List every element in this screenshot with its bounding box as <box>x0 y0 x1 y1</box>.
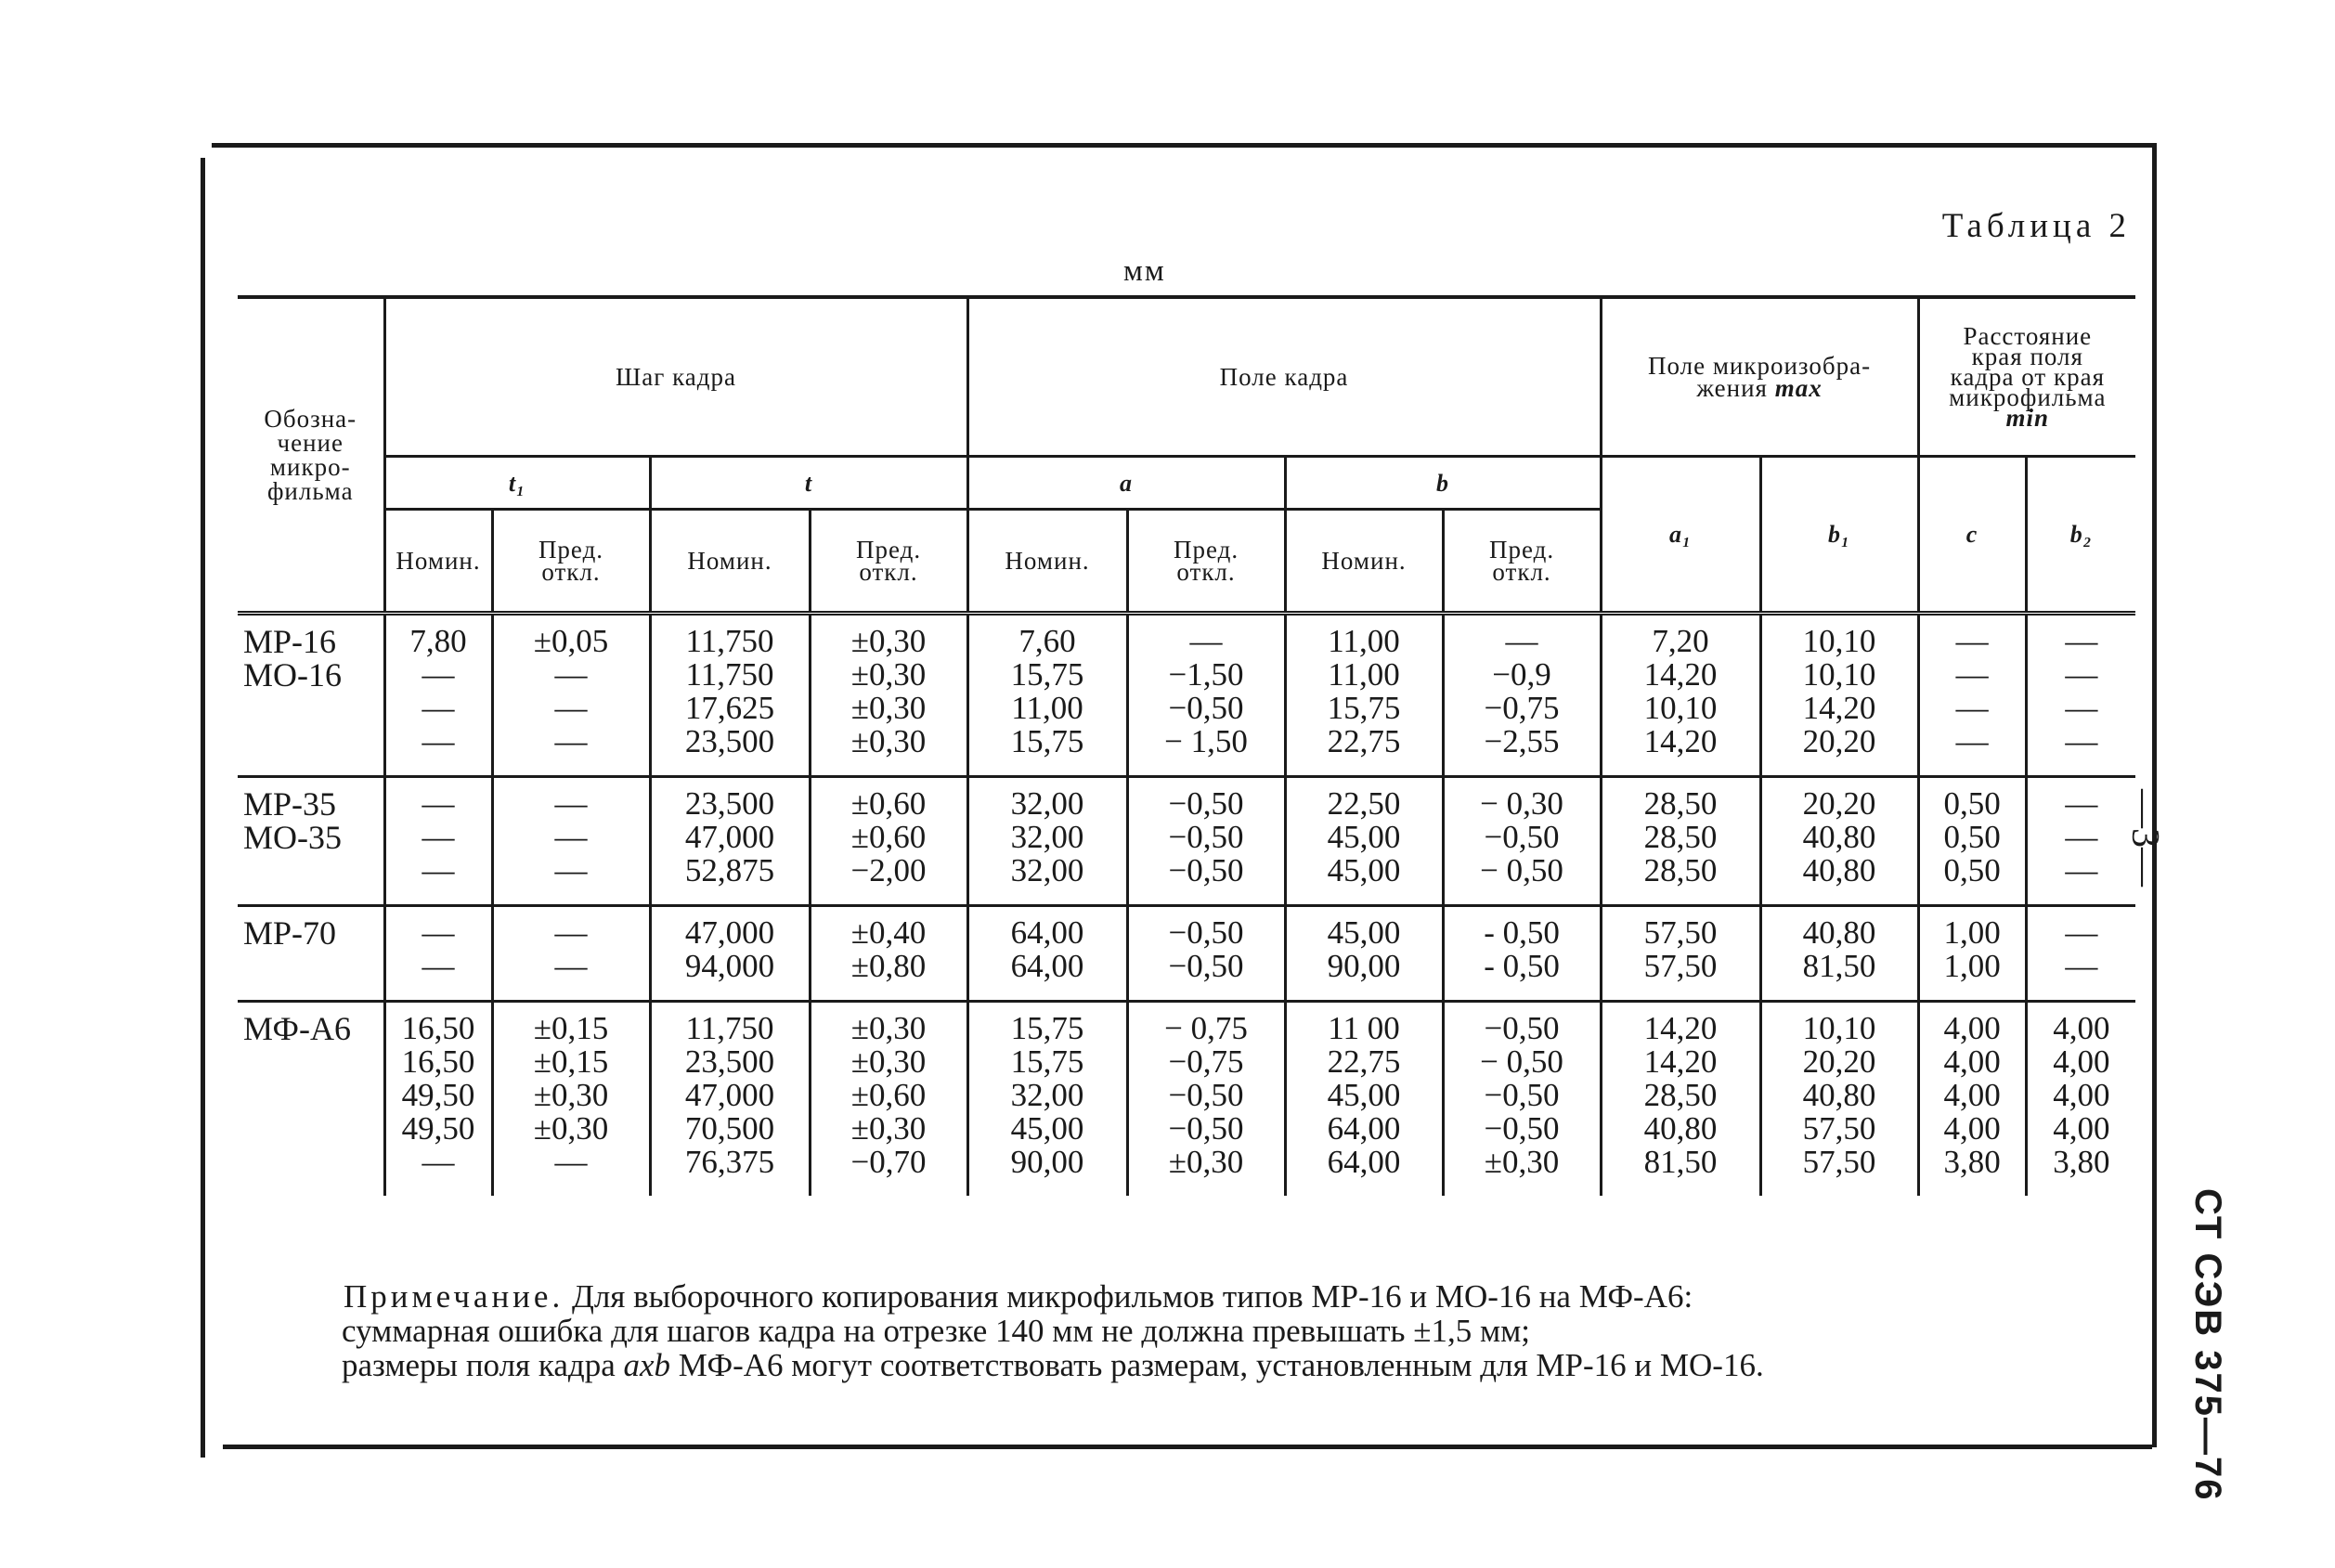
designation-cell <box>238 906 384 1002</box>
value-cell <box>1601 906 1760 1002</box>
value-cell <box>650 614 810 777</box>
cell-value: — <box>2065 785 2098 822</box>
cell-value: − 1,50 <box>1164 723 1248 759</box>
cell-value: 57,50 <box>1802 1144 1876 1180</box>
table-row-group <box>238 906 2135 1002</box>
cell-value: − 0,50 <box>1480 1043 1563 1080</box>
cell-value: −0,70 <box>850 1144 927 1180</box>
cell-value: ±0,30 <box>850 1110 927 1147</box>
cell-value: 1,00 <box>1943 914 2001 951</box>
header-b: b <box>1285 457 1601 510</box>
cell-value: 57,50 <box>1643 948 1718 984</box>
cell-value: 76,375 <box>684 1144 775 1180</box>
cell-value: 4,00 <box>2053 1043 2110 1080</box>
cell-value: 0,50 <box>1943 852 2001 888</box>
cell-value: 23,500 <box>684 723 775 759</box>
cell-value: — <box>422 948 455 984</box>
cell-value: −0,50 <box>1168 852 1244 888</box>
designation-label: МР-70 <box>243 914 337 952</box>
cell-value: −0,50 <box>1168 785 1244 822</box>
cell-value: ±0,15 <box>533 1043 609 1080</box>
spec-table <box>238 295 2135 1196</box>
cell-value: 14,20 <box>1643 1043 1718 1080</box>
cell-value: — <box>2065 819 2098 855</box>
cell-value: ±0,30 <box>850 623 927 659</box>
cell-value: 1,00 <box>1943 948 2001 984</box>
value-cell <box>1443 777 1601 906</box>
cell-value: 16,50 <box>401 1010 475 1046</box>
cell-value: 11,750 <box>685 656 774 693</box>
cell-value: ±0,60 <box>850 1077 927 1113</box>
value-cell <box>967 1002 1127 1197</box>
cell-value: 81,50 <box>1802 948 1876 984</box>
value-cell <box>650 906 810 1002</box>
frame-bottom-rule <box>223 1445 2152 1449</box>
cell-value: 32,00 <box>1010 785 1084 822</box>
value-cell <box>1285 614 1443 777</box>
page-number: —3— <box>2123 789 2166 887</box>
value-cell <box>650 777 810 906</box>
cell-value: 45,00 <box>1327 852 1401 888</box>
value-cell <box>492 614 650 777</box>
cell-value: — <box>554 690 588 726</box>
cell-value: 22,50 <box>1327 785 1401 822</box>
value-cell <box>492 906 650 1002</box>
cell-value: ±0,05 <box>533 623 609 659</box>
value-cell <box>1760 1002 1918 1197</box>
cell-value: 4,00 <box>1943 1043 2001 1080</box>
cell-value: 4,00 <box>2053 1110 2110 1147</box>
cell-value: 64,00 <box>1010 948 1084 984</box>
value-cell <box>1127 614 1285 777</box>
value-cell <box>384 1002 492 1197</box>
cell-value: 90,00 <box>1327 948 1401 984</box>
cell-value: - 0,50 <box>1484 948 1560 984</box>
cell-value: 11,00 <box>1011 690 1083 726</box>
cell-value: 11,750 <box>685 623 774 659</box>
header-b2: b₂ <box>2026 457 2135 614</box>
value-cell <box>967 614 1127 777</box>
value-cell <box>1601 1002 1760 1197</box>
cell-value: 7,80 <box>409 623 467 659</box>
cell-value: 20,20 <box>1802 1043 1876 1080</box>
value-cell <box>1443 1002 1601 1197</box>
cell-value: −0,9 <box>1492 656 1551 693</box>
table-caption: Таблица 2 <box>1941 207 2131 245</box>
value-cell <box>492 777 650 906</box>
cell-value: 28,50 <box>1643 1077 1718 1113</box>
cell-value: 15,75 <box>1327 690 1401 726</box>
designation-cell <box>238 614 384 777</box>
cell-value: −0,75 <box>1168 1043 1244 1080</box>
value-cell <box>384 906 492 1002</box>
cell-value: 94,000 <box>684 948 775 984</box>
cell-value: 14,20 <box>1643 1010 1718 1046</box>
cell-value: −2,00 <box>850 852 927 888</box>
value-cell <box>1285 1002 1443 1197</box>
cell-value: −0,50 <box>1484 1010 1560 1046</box>
header-nom: Номин. <box>650 510 810 614</box>
cell-value: - 0,50 <box>1484 914 1560 951</box>
cell-value: 57,50 <box>1802 1110 1876 1147</box>
cell-value: ±0,30 <box>533 1110 609 1147</box>
cell-value: 40,80 <box>1802 819 1876 855</box>
header-t1: t₁ <box>384 457 650 510</box>
cell-value: 52,875 <box>684 852 775 888</box>
cell-value: 10,10 <box>1643 690 1718 726</box>
designation-cell <box>238 777 384 906</box>
cell-value: — <box>422 656 455 693</box>
note-line-1: Для выборочного копирования микрофильмов типов МР-16 и МО-16 на МФ-А6: <box>571 1278 1693 1315</box>
cell-value: — <box>554 948 588 984</box>
cell-value: ±0,80 <box>850 948 927 984</box>
cell-value: 3,80 <box>2053 1144 2110 1180</box>
cell-value: 16,50 <box>401 1043 475 1080</box>
cell-value: 14,20 <box>1643 723 1718 759</box>
cell-value: 28,50 <box>1643 852 1718 888</box>
cell-value: — <box>554 656 588 693</box>
cell-value: 11 00 <box>1328 1010 1400 1046</box>
cell-value: — <box>1955 656 1989 693</box>
cell-value: 11,750 <box>685 1010 774 1046</box>
cell-value: ±0,40 <box>850 914 927 951</box>
cell-value: −0,50 <box>1168 1077 1244 1113</box>
cell-value: − 0,30 <box>1480 785 1563 822</box>
cell-value: — <box>422 785 455 822</box>
cell-value: ±0,60 <box>850 819 927 855</box>
header-micro-field: Поле микроизобра- жения max <box>1601 297 1918 457</box>
cell-value: 3,80 <box>1943 1144 2001 1180</box>
cell-value: — <box>1955 723 1989 759</box>
cell-value: — <box>554 914 588 951</box>
cell-value: — <box>2065 948 2098 984</box>
cell-value: 57,50 <box>1643 914 1718 951</box>
value-cell <box>1601 614 1760 777</box>
cell-value: 0,50 <box>1943 819 2001 855</box>
header-dev: Пред. откл. <box>1127 510 1285 614</box>
note-lead: Примечание. <box>344 1278 564 1315</box>
cell-value: ±0,30 <box>850 1010 927 1046</box>
cell-value: 81,50 <box>1643 1144 1718 1180</box>
cell-value: 20,20 <box>1802 723 1876 759</box>
designation-label: МО-35 <box>243 819 342 856</box>
header-frame-pitch: Шаг кадра <box>384 297 967 457</box>
header-a1: a₁ <box>1601 457 1760 614</box>
value-cell <box>967 777 1127 906</box>
cell-value: — <box>554 819 588 855</box>
cell-value: 22,75 <box>1327 1043 1401 1080</box>
cell-value: — <box>422 723 455 759</box>
cell-value: — <box>422 1144 455 1180</box>
table-row-group <box>238 777 2135 906</box>
note-line-2: суммарная ошибка для шагов кадра на отрезке 140 мм не должна превышать ±1,5 мм; <box>342 1313 1530 1349</box>
standard-code: СТ СЭВ 375—76 <box>2187 1188 2228 1502</box>
cell-value: 15,75 <box>1010 723 1084 759</box>
cell-value: ±0,60 <box>850 785 927 822</box>
header-dev: Пред. откл. <box>492 510 650 614</box>
cell-value: — <box>1505 623 1538 659</box>
value-cell <box>1443 906 1601 1002</box>
cell-value: 10,10 <box>1802 1010 1876 1046</box>
value-cell <box>1918 614 2026 777</box>
cell-value: 32,00 <box>1010 852 1084 888</box>
cell-value: — <box>2065 690 2098 726</box>
cell-value: — <box>554 1144 588 1180</box>
cell-value: 32,00 <box>1010 819 1084 855</box>
cell-value: −0,75 <box>1484 690 1560 726</box>
note-line-3b: МФ-А6 могут соответствовать размерам, установленным для МР-16 и МО-16. <box>678 1347 1764 1383</box>
cell-value: — <box>422 690 455 726</box>
cell-value: 17,625 <box>684 690 775 726</box>
cell-value: 10,10 <box>1802 623 1876 659</box>
value-cell <box>810 614 967 777</box>
cell-value: 15,75 <box>1010 656 1084 693</box>
value-cell <box>2026 906 2135 1002</box>
cell-value: 0,50 <box>1943 785 2001 822</box>
value-cell <box>1127 906 1285 1002</box>
value-cell <box>1918 1002 2026 1197</box>
header-designation: Обозна- чение микро- фильма <box>238 297 384 614</box>
cell-value: — <box>554 785 588 822</box>
cell-value: 28,50 <box>1643 819 1718 855</box>
designation-label: МФ-А6 <box>243 1010 351 1047</box>
cell-value: −0,50 <box>1168 914 1244 951</box>
header-t: t <box>650 457 967 510</box>
cell-value: 4,00 <box>2053 1010 2110 1046</box>
cell-value: ±0,30 <box>1484 1144 1560 1180</box>
frame-top-rule <box>212 143 2152 148</box>
cell-value: 11,00 <box>1328 623 1400 659</box>
cell-value: 28,50 <box>1643 785 1718 822</box>
cell-value: 23,500 <box>684 785 775 822</box>
value-cell <box>1918 777 2026 906</box>
header-nom: Номин. <box>1285 510 1443 614</box>
cell-value: 20,20 <box>1802 785 1876 822</box>
value-cell <box>492 1002 650 1197</box>
cell-value: 11,00 <box>1328 656 1400 693</box>
cell-value: 64,00 <box>1327 1144 1401 1180</box>
note-line-3a: размеры поля кадра <box>342 1347 616 1383</box>
cell-value: 7,20 <box>1652 623 1709 659</box>
value-cell <box>1285 906 1443 1002</box>
header-a: a <box>967 457 1285 510</box>
cell-value: 14,20 <box>1802 690 1876 726</box>
value-cell <box>810 906 967 1002</box>
cell-value: — <box>2065 723 2098 759</box>
cell-value: 7,60 <box>1018 623 1076 659</box>
value-cell <box>810 1002 967 1197</box>
cell-value: 64,00 <box>1327 1110 1401 1147</box>
header-c: c <box>1918 457 2026 614</box>
cell-value: — <box>422 914 455 951</box>
cell-value: −1,50 <box>1168 656 1244 693</box>
cell-value: 15,75 <box>1010 1010 1084 1046</box>
cell-value: 49,50 <box>401 1110 475 1147</box>
cell-value: 14,20 <box>1643 656 1718 693</box>
cell-value: 15,75 <box>1010 1043 1084 1080</box>
designation-label: МО-16 <box>243 656 342 693</box>
cell-value: −0,50 <box>1484 1077 1560 1113</box>
cell-value: 47,000 <box>684 819 775 855</box>
frame-left-rule <box>201 158 205 1458</box>
value-cell <box>1760 614 1918 777</box>
table-row-group <box>238 614 2135 777</box>
cell-value: ±0,15 <box>533 1010 609 1046</box>
header-dev: Пред. откл. <box>810 510 967 614</box>
value-cell <box>384 614 492 777</box>
cell-value: 4,00 <box>2053 1077 2110 1113</box>
value-cell <box>2026 1002 2135 1197</box>
cell-value: 45,00 <box>1327 914 1401 951</box>
cell-value: −0,50 <box>1168 948 1244 984</box>
value-cell <box>967 906 1127 1002</box>
value-cell <box>1127 1002 1285 1197</box>
cell-value: — <box>422 852 455 888</box>
cell-value: 40,80 <box>1802 914 1876 951</box>
header-b1: b₁ <box>1760 457 1918 614</box>
cell-value: ±0,30 <box>850 723 927 759</box>
cell-value: 70,500 <box>684 1110 775 1147</box>
designation-label: МР-16 <box>243 623 337 660</box>
cell-value: 23,500 <box>684 1043 775 1080</box>
header-dev: Пред. откл. <box>1443 510 1601 614</box>
header-frame-field: Поле кадра <box>967 297 1601 457</box>
cell-value: − 0,75 <box>1164 1010 1248 1046</box>
cell-value: 22,75 <box>1327 723 1401 759</box>
note-line-3-var: axb <box>623 1347 671 1383</box>
header-nom: Номин. <box>384 510 492 614</box>
cell-value: — <box>1955 623 1989 659</box>
cell-value: ±0,30 <box>850 656 927 693</box>
cell-value: 32,00 <box>1010 1077 1084 1113</box>
designation-label: МР-35 <box>243 785 337 823</box>
cell-value: — <box>2065 656 2098 693</box>
cell-value: — <box>1189 623 1223 659</box>
cell-value: −2,55 <box>1484 723 1560 759</box>
units-label: мм <box>1123 254 1166 288</box>
designation-cell <box>238 1002 384 1197</box>
value-cell <box>810 777 967 906</box>
cell-value: — <box>2065 623 2098 659</box>
cell-value: — <box>2065 914 2098 951</box>
cell-value: — <box>554 723 588 759</box>
table-row-group <box>238 1002 2135 1197</box>
value-cell <box>1443 614 1601 777</box>
value-cell <box>2026 777 2135 906</box>
cell-value: — <box>554 852 588 888</box>
table-body <box>238 614 2135 1197</box>
cell-value: 40,80 <box>1802 852 1876 888</box>
value-cell <box>2026 614 2135 777</box>
value-cell <box>1918 906 2026 1002</box>
value-cell <box>1127 777 1285 906</box>
cell-value: 64,00 <box>1010 914 1084 951</box>
cell-value: 40,80 <box>1643 1110 1718 1147</box>
cell-value: −0,50 <box>1168 690 1244 726</box>
cell-value: −0,50 <box>1484 1110 1560 1147</box>
cell-value: ±0,30 <box>850 690 927 726</box>
cell-value: −0,50 <box>1168 1110 1244 1147</box>
value-cell <box>1601 777 1760 906</box>
cell-value: ±0,30 <box>1168 1144 1244 1180</box>
cell-value: 90,00 <box>1010 1144 1084 1180</box>
cell-value: — <box>422 819 455 855</box>
cell-value: 45,00 <box>1327 819 1401 855</box>
value-cell <box>650 1002 810 1197</box>
cell-value: 40,80 <box>1802 1077 1876 1113</box>
value-cell <box>1285 777 1443 906</box>
cell-value: 4,00 <box>1943 1110 2001 1147</box>
cell-value: 47,000 <box>684 914 775 951</box>
cell-value: 45,00 <box>1010 1110 1084 1147</box>
value-cell <box>1760 906 1918 1002</box>
cell-value: 45,00 <box>1327 1077 1401 1113</box>
cell-value: −0,50 <box>1168 819 1244 855</box>
cell-value: − 0,50 <box>1480 852 1563 888</box>
cell-value: 4,00 <box>1943 1077 2001 1113</box>
cell-value: — <box>1955 690 1989 726</box>
table-note <box>344 1279 2108 1382</box>
value-cell <box>1760 777 1918 906</box>
cell-value: 10,10 <box>1802 656 1876 693</box>
cell-value: — <box>2065 852 2098 888</box>
cell-value: 4,00 <box>1943 1010 2001 1046</box>
cell-value: 49,50 <box>401 1077 475 1113</box>
cell-value: ±0,30 <box>850 1043 927 1080</box>
header-edge-distance: Расстояние края поля кадра от края микрофильма min <box>1918 297 2135 457</box>
cell-value: −0,50 <box>1484 819 1560 855</box>
cell-value: ±0,30 <box>533 1077 609 1113</box>
header-nom: Номин. <box>967 510 1127 614</box>
value-cell <box>384 777 492 906</box>
cell-value: 47,000 <box>684 1077 775 1113</box>
